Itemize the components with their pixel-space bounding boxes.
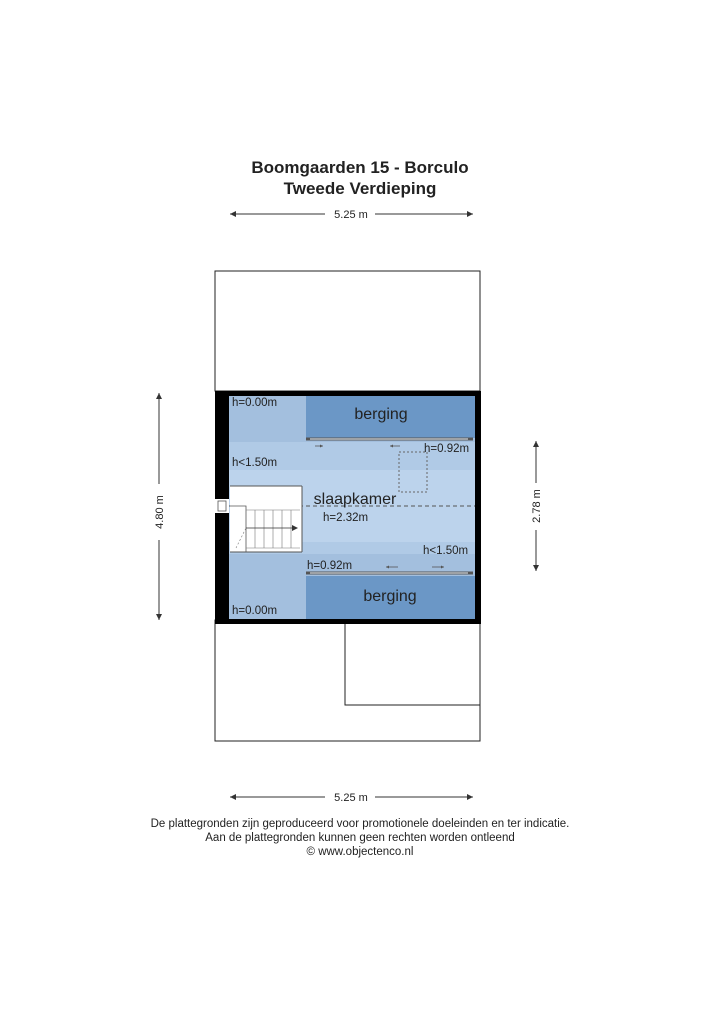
height-top-right: h=0.92m <box>424 443 470 455</box>
dimension-left <box>154 393 166 620</box>
dimension-bottom-label: 5.25 m <box>334 792 368 804</box>
dimension-right <box>531 441 543 571</box>
height-bottom-mid: h=0.92m <box>307 560 353 572</box>
height-upper-slope: h<1.50m <box>232 457 278 469</box>
dimension-top <box>230 209 473 221</box>
disclaimer-line-1: De plattegronden zijn geproduceerd voor promotionele doeleinden en ter indicatie. <box>150 818 570 830</box>
staircase <box>230 486 302 552</box>
room-label-storage-top: berging <box>354 406 408 423</box>
floor-name: Tweede Verdieping <box>283 179 437 198</box>
room-label-storage-bottom: berging <box>363 588 417 605</box>
dimension-bottom <box>230 792 473 804</box>
disclaimer-line-2: Aan de plattegronden kunnen geen rechten worden ontleend <box>205 832 515 844</box>
copyright: © www.objectenco.nl <box>306 846 414 858</box>
dimension-left-label: 4.80 m <box>154 495 166 529</box>
dimension-top-label: 5.25 m <box>334 209 368 221</box>
height-top-left: h=0.00m <box>232 397 278 409</box>
roof-area-top <box>215 271 480 391</box>
room-label-bedroom: slaapkamer <box>313 491 397 508</box>
dormer-outline <box>345 620 480 705</box>
height-bottom-left: h=0.00m <box>232 605 278 617</box>
roof-area-bottom <box>215 620 480 741</box>
dimension-right-label: 2.78 m <box>531 489 543 523</box>
height-lower-slope: h<1.50m <box>423 545 469 557</box>
height-center: h=2.32m <box>323 512 369 524</box>
plan-title: Boomgaarden 15 - Borculo <box>251 158 469 177</box>
